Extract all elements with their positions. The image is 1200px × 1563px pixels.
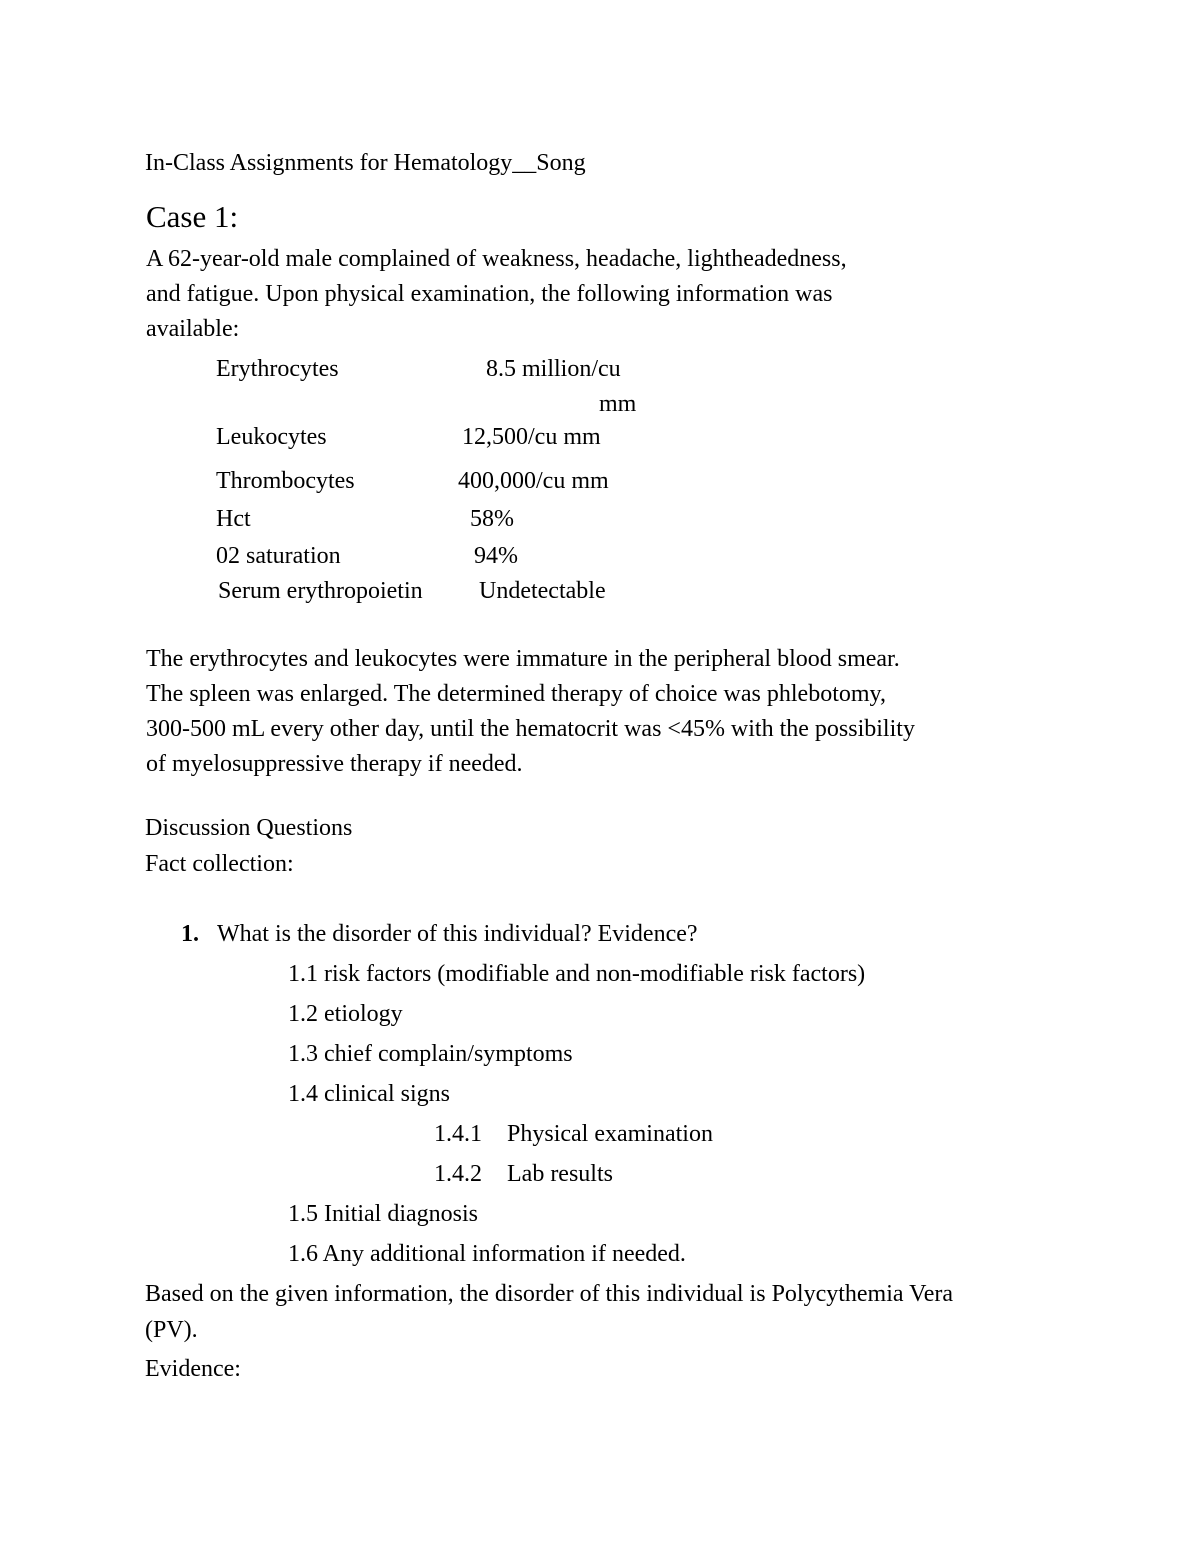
subitem-1-3: 1.3 chief complain/symptoms [288, 1041, 573, 1067]
lab-value-thrombocytes: 400,000/cu mm [458, 468, 609, 494]
lab-name-erythrocytes: Erythrocytes [216, 356, 339, 382]
discussion-heading: Discussion Questions [145, 815, 353, 841]
subitem-1-4: 1.4 clinical signs [288, 1081, 450, 1107]
subitem-1-5: 1.5 Initial diagnosis [288, 1201, 478, 1227]
lab-name-o2-saturation: 02 saturation [216, 543, 341, 569]
narrative-line-1: The erythrocytes and leukocytes were immature in the peripheral blood smear. [146, 646, 900, 672]
lab-value-o2-saturation: 94% [474, 543, 518, 569]
evidence-label: Evidence: [145, 1356, 241, 1382]
lab-name-hct: Hct [216, 506, 251, 532]
lab-value-serum-erythropoietin: Undetectable [479, 578, 606, 604]
narrative-line-4: of myelosuppressive therapy if needed. [146, 751, 523, 777]
subsubitem-1-4-1-number: 1.4.1 [434, 1121, 482, 1147]
narrative-line-2: The spleen was enlarged. The determined therapy of choice was phlebotomy, [146, 681, 886, 707]
subitem-1-2: 1.2 etiology [288, 1001, 403, 1027]
document-title: In-Class Assignments for Hematology__Song [145, 150, 586, 176]
fact-collection-label: Fact collection: [145, 851, 294, 877]
lab-name-thrombocytes: Thrombocytes [216, 468, 355, 494]
lab-name-serum-erythropoietin: Serum erythropoietin [218, 578, 423, 604]
intro-line-2: and fatigue. Upon physical examination, the following information was [146, 281, 833, 307]
subitem-1-1: 1.1 risk factors (modifiable and non-modifiable risk factors) [288, 961, 866, 987]
question-number: 1. [181, 921, 199, 947]
lab-name-leukocytes: Leukocytes [216, 424, 327, 450]
answer-line-2: (PV). [145, 1317, 198, 1343]
intro-line-3: available: [146, 316, 240, 342]
lab-value-hct: 58% [470, 506, 514, 532]
narrative-line-3: 300-500 mL every other day, until the hematocrit was <45% with the possibility [146, 716, 915, 742]
subsubitem-1-4-2-number: 1.4.2 [434, 1161, 482, 1187]
lab-value-erythrocytes: 8.5 million/cu [486, 356, 621, 382]
intro-line-1: A 62-year-old male complained of weakness, headache, lightheadedness, [146, 246, 847, 272]
answer-line-1: Based on the given information, the disorder of this individual is Polycythemia Vera [145, 1281, 954, 1307]
lab-value-leukocytes: 12,500/cu mm [462, 424, 601, 450]
subitem-1-6: 1.6 Any additional information if needed. [288, 1241, 686, 1267]
lab-value-erythrocytes-cont: mm [599, 391, 637, 417]
subsubitem-1-4-1-text: Physical examination [507, 1121, 713, 1147]
subsubitem-1-4-2-text: Lab results [507, 1161, 613, 1187]
case-heading: Case 1: [146, 199, 239, 234]
question-text: What is the disorder of this individual? Evidence? [217, 921, 698, 947]
